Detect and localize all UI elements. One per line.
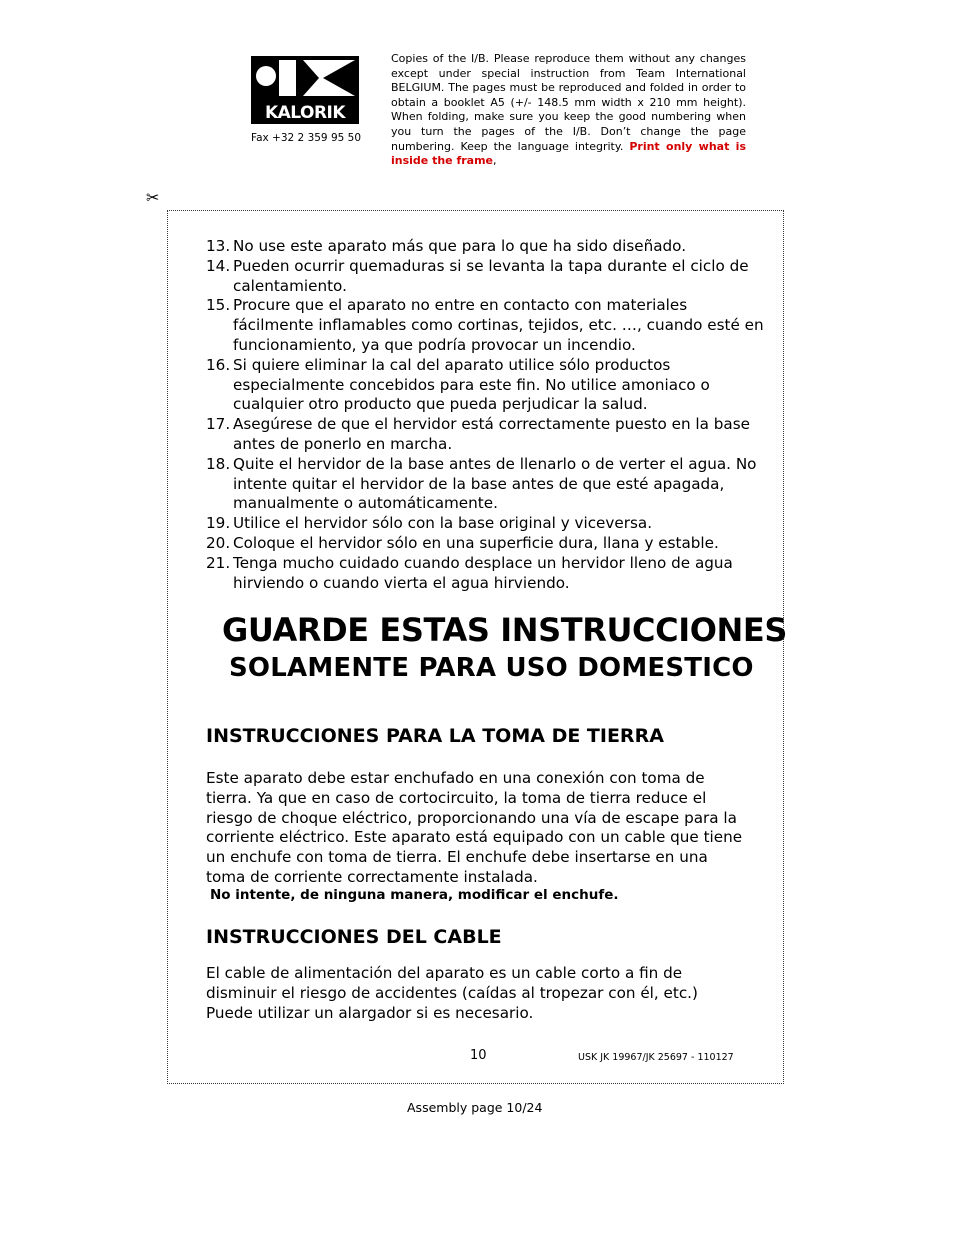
ground-section-title: INSTRUCCIONES PARA LA TOMA DE TIERRA — [206, 725, 664, 747]
instruction-item — [206, 257, 766, 297]
instruction-text: No use este aparato más que para lo que ha sido diseñado. — [233, 237, 687, 255]
copy-instructions-note — [391, 52, 746, 169]
instruction-number: 21. — [206, 553, 231, 572]
instruction-item — [206, 455, 766, 514]
instruction-item — [206, 514, 766, 534]
assembly-page: Assembly page 10/24 — [407, 1100, 543, 1115]
instruction-number: 18. — [206, 454, 231, 473]
document-code: USK JK 19967/JK 25697 - 110127 — [578, 1052, 734, 1063]
instruction-text: Asegúrese de que el hervidor está correctamente puesto en la base antes de ponerlo en marcha. — [233, 415, 750, 453]
instruction-text: Procure que el aparato no entre en contacto con materiales fácilmente inflamables como cortinas, tejidos, etc. …, cuando esté en funcionamiento, ya que podría provocar un incendio. — [233, 296, 764, 354]
instruction-item — [206, 534, 766, 554]
plug-warning: No intente, de ninguna manera, modificar el enchufe. — [210, 887, 619, 903]
print-only-warning: Print only what is inside the frame — [391, 139, 746, 168]
instruction-item — [206, 554, 766, 594]
instruction-text: Si quiere eliminar la cal del aparato utilice sólo productos especialmente concebidos para este fin. No utilice amoniaco o cualquier otro producto que pueda perjudicar la salud. — [233, 355, 710, 414]
instruction-number: 13. — [206, 237, 231, 255]
ground-section-body: Este aparato debe estar enchufado en una conexión con toma de tierra. Ya que en caso de cortocircuito, la toma de tierra reduce el riesgo de choque eléctrico, proporcionando una vía de escape para la corriente eléctrico. Este aparato está equipado con un cable que tiene un enchufe con toma de tierra. El enchufe debe insertarse en una toma de corriente correctamente instalada. — [206, 769, 743, 886]
main-heading: GUARDE ESTAS INSTRUCCIONES — [222, 611, 787, 649]
instruction-number: 16. — [206, 355, 231, 374]
sub-heading: SOLAMENTE PARA USO DOMESTICO — [229, 653, 754, 683]
instruction-text: Pueden ocurrir quemaduras si se levanta la tapa durante el ciclo de calentamiento. — [233, 256, 749, 295]
cable-section-title: INSTRUCCIONES DEL CABLE — [206, 926, 502, 948]
instruction-text: Utilice el hervidor sólo con la base original y viceversa. — [233, 514, 653, 533]
instruction-text: Coloque el hervidor sólo en una superficie dura, llana y estable. — [233, 533, 719, 552]
instruction-number: 17. — [206, 415, 231, 434]
note-text: Copies of the I/B. Please reproduce them without any changes except under special instruction from Team International BELGIUM. The pages must be reproduced and folded in order to obtain a booklet A5 (+/- 148.5 mm width x 210 mm height). When folding, make sure you keep the good numbering when you turn the pages of the I/B. Don’t change the page numbering. Keep the language integrity. — [391, 52, 746, 153]
instruction-item — [206, 237, 766, 257]
instruction-item — [206, 415, 766, 455]
scissors-icon: ✂ — [146, 188, 160, 207]
instruction-number: 14. — [206, 256, 231, 275]
cable-section-body: El cable de alimentación del aparato es un cable corto a fin de disminuir el riesgo de accidentes (caídas al tropezar con él, etc.) Puede utilizar un alargador si es necesario. — [206, 964, 698, 1022]
safety-instructions-list — [206, 237, 766, 593]
instruction-text: Tenga mucho cuidado cuando desplace un hervidor lleno de agua hirviendo o cuando vierta el agua hirviendo. — [233, 553, 733, 592]
page-number: 10 — [470, 1048, 487, 1063]
instruction-item — [206, 296, 766, 355]
instruction-item — [206, 356, 766, 415]
instruction-number: 19. — [206, 514, 231, 533]
fax-number: Fax +32 2 359 95 50 — [251, 132, 362, 144]
brand-name: KALORIK — [264, 103, 346, 123]
kalorik-logo — [251, 56, 359, 124]
instruction-number: 15. — [206, 296, 231, 315]
instruction-number: 20. — [206, 533, 231, 552]
instruction-text: Quite el hervidor de la base antes de llenarlo o de verter el agua. No intente quitar el hervidor de la base antes de que esté apagada, manualmente o automáticamente. — [233, 454, 757, 513]
note-end: , — [493, 154, 497, 168]
